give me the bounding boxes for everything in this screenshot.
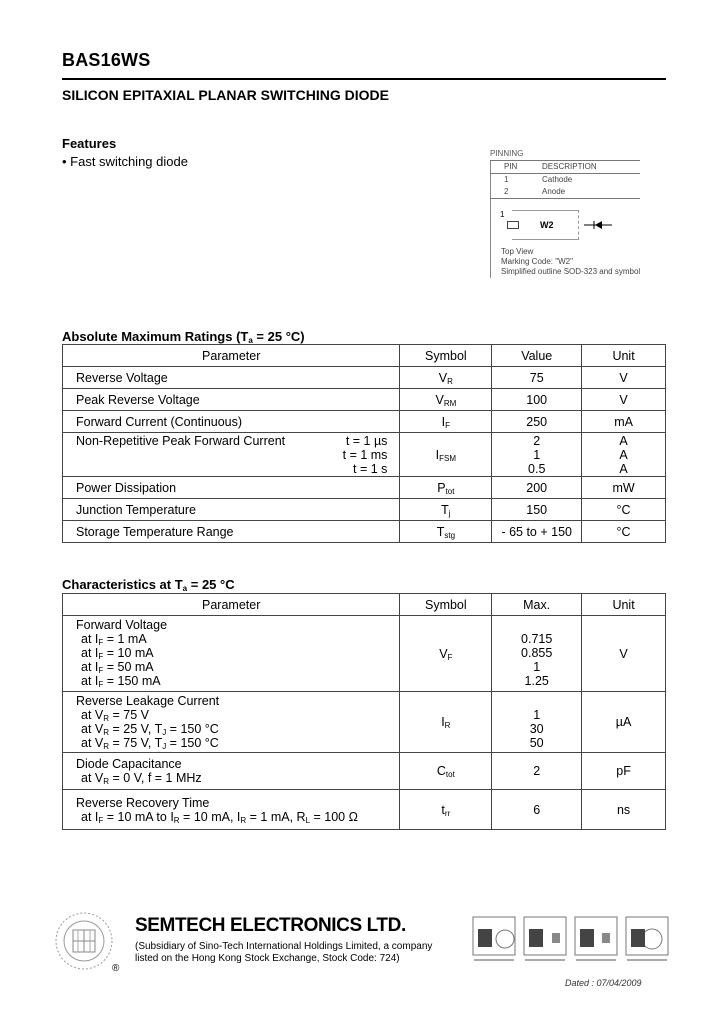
- pin-number: 2: [490, 186, 542, 199]
- caption-line: Simplified outline SOD-323 and symbol: [501, 267, 641, 276]
- param-cell: [63, 433, 400, 477]
- col-header-parameter: Parameter: [63, 345, 400, 367]
- part-number: BAS16WS: [62, 50, 151, 70]
- symbol-cell: $I_{FSM}$: [400, 433, 492, 477]
- pin-number: 1: [504, 175, 509, 184]
- table-row: [63, 521, 666, 543]
- param-cell: Forward Current (Continuous): [63, 411, 400, 433]
- unit-cell: °C: [582, 521, 666, 543]
- table-row: [63, 367, 666, 389]
- company-subsidiary-note: (Subsidiary of Sino-Tech International Holdings Limited, a company listed on the Hong Kong Stock Exchange, Stock Code: 724): [135, 941, 433, 964]
- col-header-value: Value: [492, 345, 582, 367]
- symbol-cell: $V_{RM}$: [400, 389, 492, 411]
- package-pin-label: 1: [500, 210, 505, 219]
- company-logo-icon: [54, 910, 114, 972]
- col-header-symbol: Symbol: [400, 594, 492, 616]
- value-cell: 2 1 0.5: [492, 433, 582, 477]
- unit-cell: pF: [582, 753, 666, 790]
- package-caption: [501, 247, 640, 277]
- value-cell: 200: [492, 477, 582, 499]
- unit-cell: A A A: [582, 433, 666, 477]
- company-name: SEMTECH ELECTRONICS LTD.: [135, 915, 406, 936]
- unit-cell: µA: [582, 692, 666, 753]
- table-row: [63, 753, 666, 790]
- pinning-heading: PINNING: [490, 149, 524, 158]
- table-row: [63, 389, 666, 411]
- unit-cell: V: [582, 389, 666, 411]
- characteristics-heading: Characteristics at $T_a = 25$ °C: [62, 577, 235, 593]
- registered-mark: ®: [112, 963, 120, 974]
- unit-cell: V: [582, 616, 666, 692]
- table-header-row: [63, 345, 666, 367]
- package-marking: W2: [540, 220, 554, 230]
- header-rule: [62, 78, 666, 80]
- pinning-row: [490, 186, 640, 199]
- param-cell: Junction Temperature: [63, 499, 400, 521]
- package-cathode-pad: [507, 221, 519, 229]
- param-cell: Forward Voltage at $I_F = 1$ mA at $I_F = 10$ mA at $I_F = 50$ mA at $I_F = 150$ mA: [63, 616, 400, 692]
- table-header-row: [63, 594, 666, 616]
- value-cell: 100: [492, 389, 582, 411]
- col-header-symbol: Symbol: [400, 345, 492, 367]
- param-cell: Storage Temperature Range: [63, 521, 400, 543]
- table-row: [63, 692, 666, 753]
- symbol-cell: $P_{tot}$: [400, 477, 492, 499]
- value-cell: 75: [492, 367, 582, 389]
- col-header-unit: Unit: [582, 345, 666, 367]
- symbol-cell: $T_{stg}$: [400, 521, 492, 543]
- features-heading: Features: [62, 136, 117, 151]
- symbol-cell: $V_R$: [400, 367, 492, 389]
- characteristics-table: [62, 593, 666, 830]
- pin-description: Anode: [542, 186, 640, 199]
- table-row: [63, 790, 666, 830]
- unit-cell: °C: [582, 499, 666, 521]
- table-row: [63, 499, 666, 521]
- table-row: [63, 433, 666, 477]
- surge-param-label: Non-Repetitive Peak Forward Current: [76, 434, 286, 448]
- param-cell: Diode Capacitance at $V_R = 0$ V, f = 1 MHz: [63, 753, 400, 790]
- value-cell: 0.715 0.855 1 1.25: [492, 616, 582, 692]
- value-cell: 150: [492, 499, 582, 521]
- col-header-parameter: Parameter: [63, 594, 400, 616]
- param-cell: Reverse Leakage Current at $V_R = 75$ V at $V_R = 25$ V, $T_J = 150$ °C at $V_R = 75$ V, $T_J = 150$ °C: [63, 692, 400, 753]
- abs-max-table: [62, 344, 666, 543]
- document-subtitle: SILICON EPITAXIAL PLANAR SWITCHING DIODE: [62, 87, 389, 103]
- param-cell: Peak Reverse Voltage: [63, 389, 400, 411]
- pin-col-header: PIN: [490, 161, 542, 174]
- diode-symbol-icon: [584, 217, 612, 233]
- value-cell: - 65 to + 150: [492, 521, 582, 543]
- symbol-cell: $C_{tot}$: [400, 753, 492, 790]
- unit-cell: mW: [582, 477, 666, 499]
- param-cell: Reverse Voltage: [63, 367, 400, 389]
- value-cell: 2: [492, 753, 582, 790]
- symbol-cell: $I_F$: [400, 411, 492, 433]
- value-cell: 250: [492, 411, 582, 433]
- unit-cell: mA: [582, 411, 666, 433]
- pinning-row: [490, 174, 640, 187]
- abs-max-heading: Absolute Maximum Ratings ($T_a = 25$ °C): [62, 329, 305, 345]
- pinning-table: [490, 160, 640, 199]
- certification-logos-icon: [472, 913, 670, 965]
- symbol-cell: $T_j$: [400, 499, 492, 521]
- table-row: [63, 411, 666, 433]
- caption-line: Marking Code: "W2": [501, 257, 573, 266]
- unit-cell: V: [582, 367, 666, 389]
- value-cell: 1 30 50: [492, 692, 582, 753]
- caption-line: Top View: [501, 247, 534, 256]
- symbol-cell: $t_{rr}$: [400, 790, 492, 830]
- unit-cell: ns: [582, 790, 666, 830]
- table-row: [63, 477, 666, 499]
- dated-label: Dated : 07/04/2009: [565, 978, 642, 988]
- pinning-header-row: [490, 161, 640, 174]
- symbol-cell: $I_R$: [400, 692, 492, 753]
- pin-description: Cathode: [542, 175, 573, 184]
- param-cell: Reverse Recovery Time at $I_F = 10$ mA to $I_R = 10$ mA, $I_R = 1$ mA, $R_L = 100$ Ω: [63, 790, 400, 830]
- param-cell: Power Dissipation: [63, 477, 400, 499]
- description-col-header: DESCRIPTION: [542, 161, 640, 174]
- col-header-max: Max.: [492, 594, 582, 616]
- surge-conditions: t = 1 µs t = 1 ms t = 1 s: [342, 434, 388, 476]
- col-header-unit: Unit: [582, 594, 666, 616]
- table-row: [63, 616, 666, 692]
- feature-item: • Fast switching diode: [62, 154, 188, 169]
- value-cell: 6: [492, 790, 582, 830]
- symbol-cell: $V_F$: [400, 616, 492, 692]
